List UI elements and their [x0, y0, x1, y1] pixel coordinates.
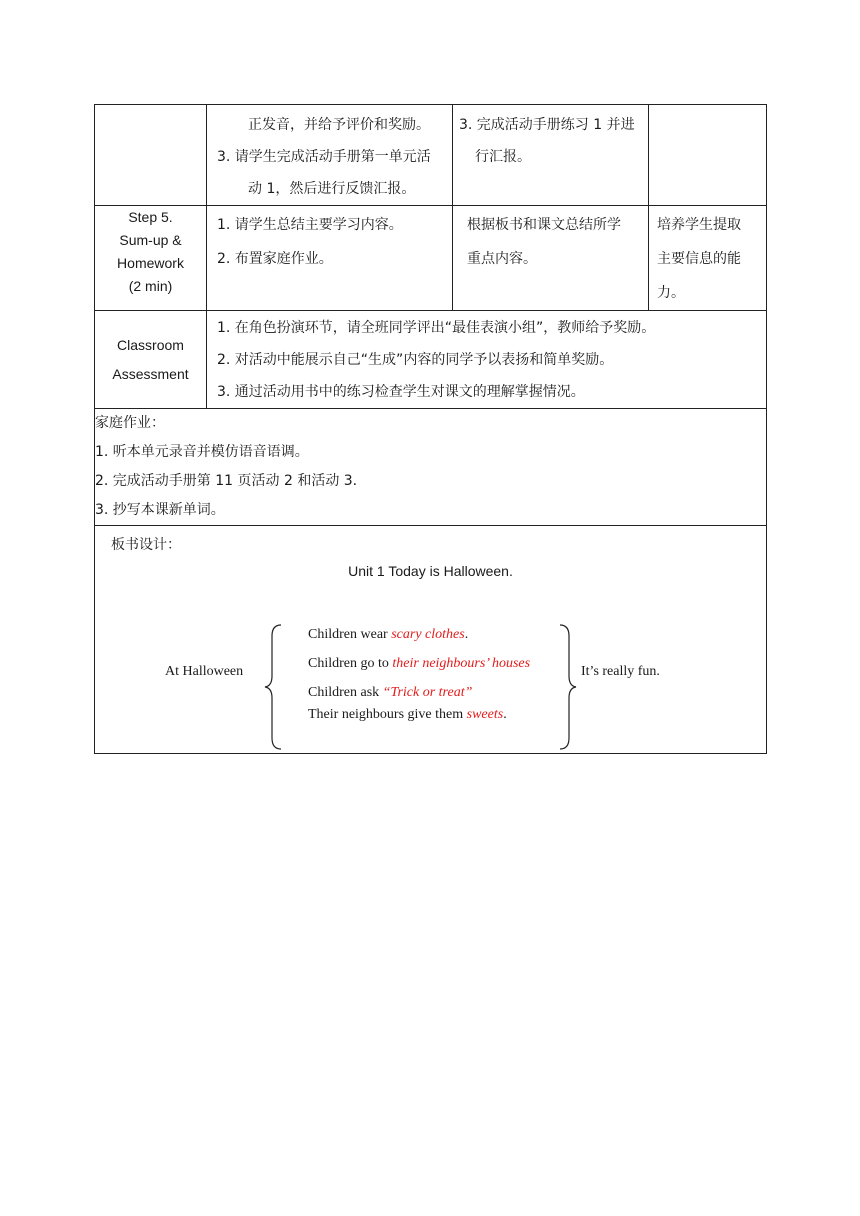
assessment-item: 3. 通过活动用书中的练习检查学生对课文的理解掌握情况。 — [217, 384, 585, 400]
board-statement — [308, 707, 507, 723]
board-design-cell — [95, 526, 767, 754]
student-activity-cell — [453, 105, 649, 206]
left-brace-icon — [263, 622, 285, 752]
teacher-activity-cell — [207, 105, 453, 206]
statement-prefix: Children wear — [308, 627, 392, 642]
lesson-plan-table — [94, 104, 767, 754]
homework-item: 2. 完成活动手册第 11 页活动 2 和活动 3. — [95, 473, 358, 489]
step-label-line: (2 min) — [128, 278, 173, 294]
purpose-cell — [649, 206, 767, 311]
activity-line: 1. 请学生总结主要学习内容。 — [217, 217, 403, 233]
statement-prefix: Children go to — [308, 656, 393, 671]
step-label-line: Sum-up & — [119, 232, 182, 248]
board-title: Unit 1 Today is Halloween. — [348, 563, 513, 579]
homework-item: 3. 抄写本课新单词。 — [95, 502, 225, 518]
assessment-content-cell — [207, 311, 767, 409]
assessment-label-cell — [95, 311, 207, 409]
teacher-activity-cell — [207, 206, 453, 311]
student-line: 行汇报。 — [475, 149, 531, 165]
board-left-label: At Halloween — [165, 664, 244, 679]
assessment-item: 1. 在角色扮演环节，请全班同学评出“最佳表演小组”，教师给予奖励。 — [217, 320, 656, 336]
board-design-label: 板书设计： — [111, 537, 181, 553]
homework-title: 家庭作业： — [95, 415, 165, 431]
student-activity-cell — [453, 206, 649, 311]
step-label-cell — [95, 206, 207, 311]
assessment-label-line: Assessment — [112, 365, 189, 382]
statement-highlight: scary clothes — [391, 627, 465, 642]
board-statement — [308, 685, 472, 701]
activity-line: 动 1，然后进行反馈汇报。 — [248, 181, 416, 197]
table-row-assessment — [95, 311, 767, 409]
purpose-line: 培养学生提取 — [657, 217, 741, 233]
table-row-step5 — [95, 206, 767, 311]
homework-item: 1. 听本单元录音并模仿语音语调。 — [95, 444, 309, 460]
table-row-board-design — [95, 526, 767, 754]
student-line: 根据板书和课文总结所学 — [467, 217, 621, 233]
assessment-label-line: Classroom — [117, 336, 184, 353]
table-row-continuation — [95, 105, 767, 206]
step-label-line: Step 5. — [128, 209, 173, 225]
statement-prefix: Children ask — [308, 685, 383, 700]
activity-line: 正发音，并给予评价和奖励。 — [248, 117, 430, 133]
purpose-line: 主要信息的能 — [657, 251, 741, 267]
board-right-label: It’s really fun. — [581, 664, 660, 679]
student-line: 3. 完成活动手册练习 1 并进 — [459, 117, 635, 133]
statement-suffix: . — [503, 707, 507, 722]
purpose-line: 力。 — [657, 285, 685, 301]
activity-line: 2. 布置家庭作业。 — [217, 251, 333, 267]
assessment-item: 2. 对活动中能展示自己“生成”内容的同学予以表扬和简单奖励。 — [217, 352, 614, 368]
board-statement — [308, 627, 468, 643]
step-cell-empty — [95, 105, 207, 206]
statement-highlight: “Trick or treat” — [382, 685, 473, 700]
statement-highlight: their neighbours’ houses — [392, 656, 531, 671]
purpose-cell-empty — [649, 105, 767, 206]
student-line: 重点内容。 — [467, 251, 537, 267]
statement-highlight: sweets — [466, 707, 504, 722]
table-row-homework — [95, 409, 767, 526]
right-brace-icon — [556, 622, 578, 752]
step-label-line: Homework — [117, 255, 184, 271]
activity-line: 3. 请学生完成活动手册第一单元活 — [217, 149, 431, 165]
statement-suffix: . — [464, 627, 469, 642]
statement-prefix: Their neighbours give them — [308, 707, 467, 722]
homework-cell — [95, 409, 767, 526]
board-statement — [308, 656, 530, 672]
